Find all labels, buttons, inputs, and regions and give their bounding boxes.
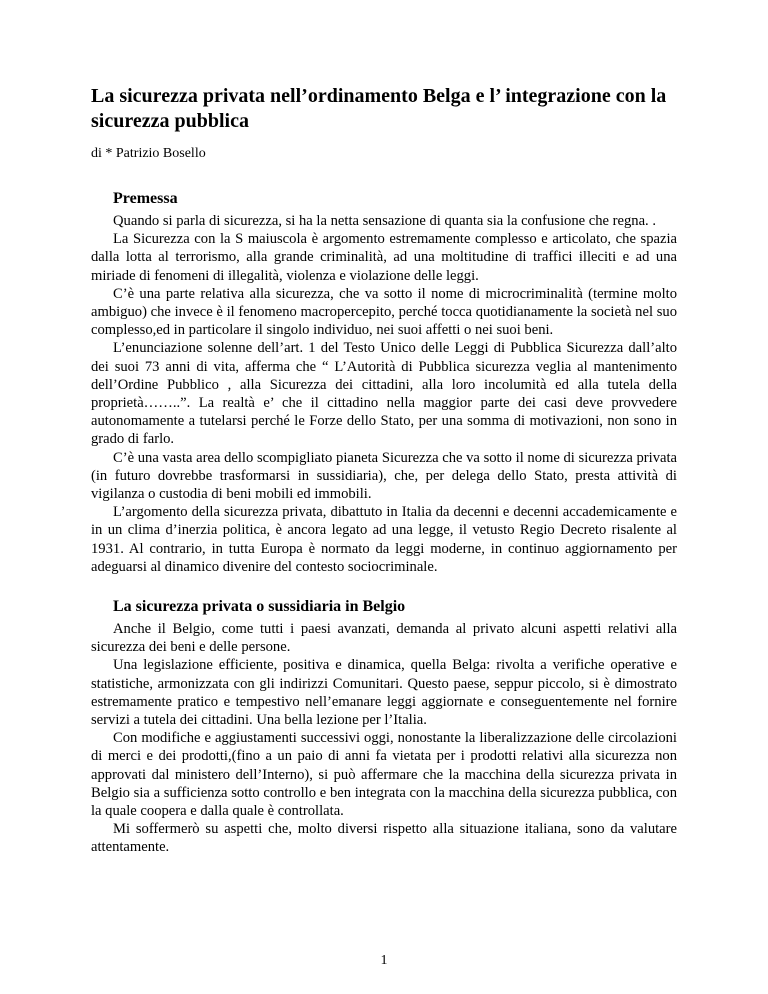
paragraph: Mi soffermerò su aspetti che, molto diversi rispetto alla situazione italiana, sono da valutare attentamente. <box>91 821 677 856</box>
section-heading: La sicurezza privata o sussidiaria in Belgio <box>113 598 406 615</box>
paragraph: La Sicurezza con la S maiuscola è argomento estremamente complesso e articolato, che spazia dalla lotta al terrorismo, alla grande criminalità, ad una moltitudine di traffici illeciti e ad una miriade di fenomeni di illegalità, violenza e violazione delle leggi. <box>91 231 677 284</box>
paragraph: Con modifiche e aggiustamenti successivi oggi, nonostante la liberalizzazione delle circolazioni di merci e dei prodotti,(fino a un paio di anni fa vietata per i prodotti relativi alla sicurezza non approvati dal ministero dell’Interno), si può affermare che la macchina della sicurezza privata in Belgio sia a sufficienza sotto controllo e ben integrata con la macchina della sicurezza pubblica, con la quale coopera e dalla quale è controllata. <box>91 730 677 820</box>
section-belgio <box>91 597 677 857</box>
section-premessa <box>91 189 677 576</box>
paragraph: L’enunciazione solenne dell’art. 1 del Testo Unico delle Leggi di Pubblica Sicurezza dall’alto dei suoi 73 anni di vita, afferma che “ L’Autorità di Pubblica sicurezza veglia al mantenimento dell’Ordine Pubblico , alla Sicurezza dei cittadini, alla loro incolumità ed alla tutela della proprietà……..”. La realtà e’ che il cittadino nella maggior parte dei casi deve provvedere autonomamente a tutelarsi perché le Forze dello Stato, per una somma di motivazioni, non sono in grado di farlo. <box>91 340 677 448</box>
author-byline: di * Patrizio Bosello <box>91 146 206 161</box>
paragraph: Una legislazione efficiente, positiva e dinamica, quella Belga: rivolta a verifiche operative e statistiche, armonizzata con gli indirizzi Comunitari. Questo paese, seppur piccolo, si è dimostrato estremamente pratico e tempestivo nell’emanare leggi aggiornate e conseguentemente nel fornire servizi a tutela dei cittadini. Una bella lezione per l’Italia. <box>91 657 677 729</box>
document-title: La sicurezza privata nell’ordinamento Belga e l’ integrazione con la sicurezza pubblica <box>91 85 667 132</box>
paragraph: Quando si parla di sicurezza, si ha la netta sensazione di quanta sia la confusione che regna. . <box>113 213 657 229</box>
paragraph: C’è una parte relativa alla sicurezza, che va sotto il nome di microcriminalità (termine molto ambiguo) che invece è il fenomeno macropercepito, perché tocca quotidianamente la società nel suo complesso,ed in particolare il singolo individuo, nei suoi affetti o nei suoi beni. <box>91 285 677 339</box>
section-heading: Premessa <box>113 190 178 207</box>
page-number: 1 <box>380 953 388 968</box>
paragraph: C’è una vasta area dello scompigliato pianeta Sicurezza che va sotto il nome di sicurezza privata (in futuro dovrebbe trasformarsi in sussidiaria), che, per delega dello Stato, presta attività di vigilanza o custodia di beni mobili ed immobili. <box>91 449 677 503</box>
paragraph: Anche il Belgio, come tutti i paesi avanzati, demanda al privato alcuni aspetti relativi alla sicurezza dei beni e delle persone. <box>91 621 677 656</box>
paragraph: L’argomento della sicurezza privata, dibattuto in Italia da decenni e decenni accademicamente e in un clima d’inerzia politica, è ancora legato ad una legge, il vetusto Regio Decreto risalente al 1931. Al contrario, in tutta Europa è normato da leggi moderne, in continuo aggiornamento per adeguarsi al dinamico divenire del contesto sociocriminale. <box>91 504 677 575</box>
